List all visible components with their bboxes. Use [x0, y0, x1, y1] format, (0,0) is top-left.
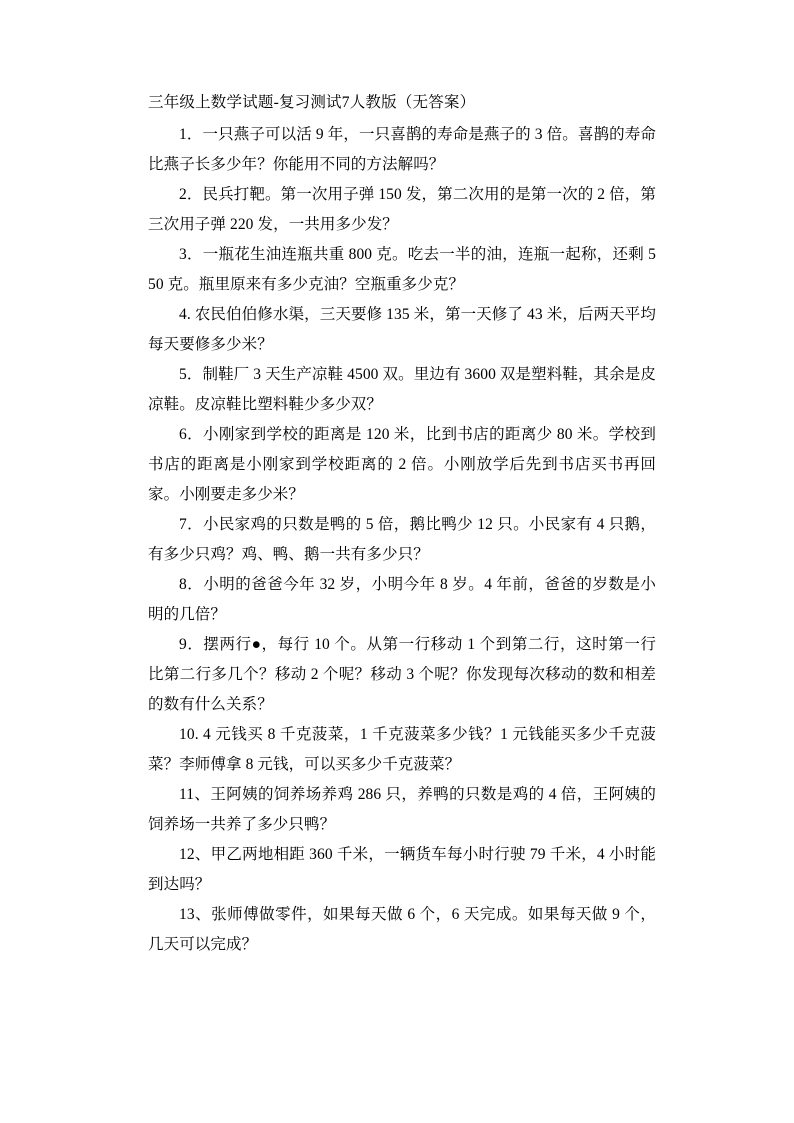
question-item: 13、张师傅做零件，如果每天做 6 个，6 天完成。如果每天做 9 个，几天可以完成？	[148, 906, 656, 953]
document-body	[148, 88, 656, 960]
question-item: 4. 农民伯伯修水渠，三天要修 135 米，第一天修了 43 米，后两天平均每天要修多少米？	[148, 306, 656, 353]
question-item: 5．制鞋厂 3 天生产凉鞋 4500 双。里边有 3600 双是塑料鞋，其余是皮凉鞋。皮凉鞋比塑料鞋少多少双？	[148, 366, 656, 413]
question-item: 9．摆两行●，每行 10 个。从第一行移动 1 个到第二行，这时第一行比第二行多几个？移动 2 个呢？移动 3 个呢？你发现每次移动的数和相差的数有什么关系？	[148, 636, 656, 713]
question-item: 10. 4 元钱买 8 千克菠菜，1 千克菠菜多少钱？1 元钱能买多少千克菠菜？李师傅拿 8 元钱，可以买多少千克菠菜？	[148, 726, 656, 773]
question-item: 11、王阿姨的饲养场养鸡 286 只，养鸭的只数是鸡的 4 倍，王阿姨的饲养场一共养了多少只鸭？	[148, 786, 656, 833]
question-item: 8．小明的爸爸今年 32 岁，小明今年 8 岁。4 年前，爸爸的岁数是小明的几倍？	[148, 576, 656, 623]
question-item: 12、甲乙两地相距 360 千米，一辆货车每小时行驶 79 千米，4 小时能到达吗？	[148, 846, 656, 893]
question-item: 1．一只燕子可以活 9 年，一只喜鹊的寿命是燕子的 3 倍。喜鹊的寿命比燕子长多少年？你能用不同的方法解吗？	[148, 126, 656, 173]
question-item: 7．小民家鸡的只数是鸭的 5 倍，鹅比鸭少 12 只。小民家有 4 只鹅，有多少只鸡？鸡、鸭、鹅一共有多少只？	[148, 516, 656, 563]
page-title: 三年级上数学试题-复习测试7人教版（无答案）	[148, 94, 476, 111]
question-item: 2．民兵打靶。第一次用子弹 150 发，第二次用的是第一次的 2 倍，第三次用子弹 220 发，一共用多少发？	[148, 186, 656, 233]
question-item: 6．小刚家到学校的距离是 120 米，比到书店的距离少 80 米。学校到书店的距离是小刚家到学校距离的 2 倍。小刚放学后先到书店买书再回家。小刚要走多少米？	[148, 426, 656, 503]
question-item: 3．一瓶花生油连瓶共重 800 克。吃去一半的油，连瓶一起称，还剩 550 克。瓶里原来有多少克油？空瓶重多少克？	[148, 246, 656, 293]
